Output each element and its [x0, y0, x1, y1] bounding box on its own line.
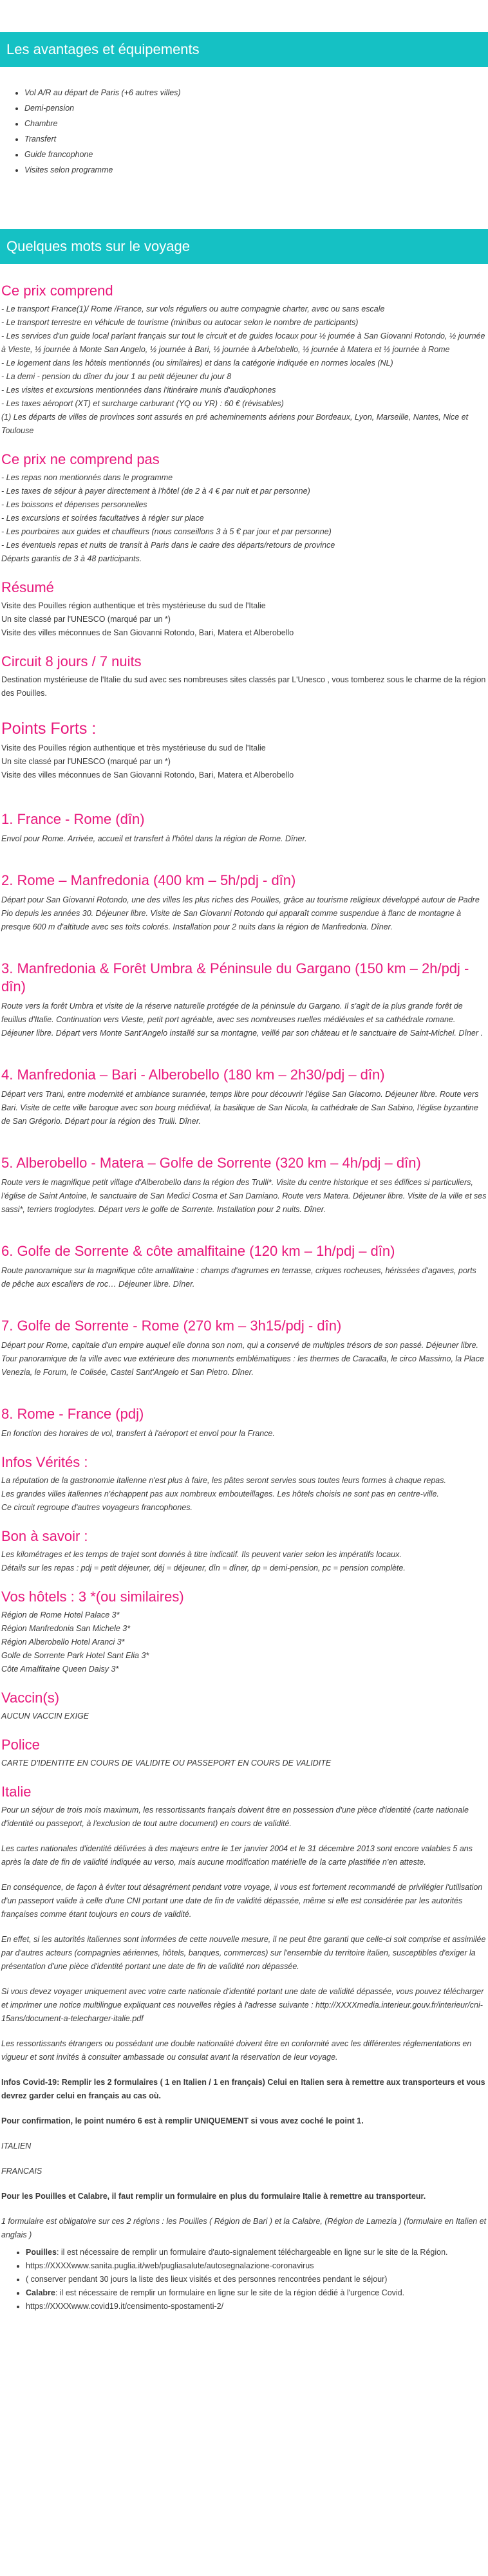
vaccine-title: Vaccin(s)	[1, 1690, 60, 1706]
infos-title: Infos Vérités :	[1, 1454, 88, 1470]
italy-title: Italie	[1, 1784, 32, 1800]
day-text: Route vers le magnifique petit village d'Alberobello dans la région des Trulli*. Visite du centre historique et ses édifices si particuliers, l'église de Saint Antoine, le sanctuaire de San Medici Cosma et San Damiano. Route vers Matera. Déjeuner libre. Visite de la ville et ses sassi*, terriers troglodytes. Départ vers le golfe de Sorrente. Installation pour 2 nuits. Dîner.	[1, 1178, 487, 1214]
strong-points-list	[1, 742, 487, 782]
form-link-french[interactable]: FRANCAIS	[1, 2167, 42, 2176]
day-title: 4. Manfredonia – Bari - Alberobello (180 km – 2h30/pdj – dîn)	[1, 1067, 385, 1083]
strong-points-title: Points Forts :	[1, 720, 97, 738]
day-text: Envol pour Rome. Arrivée, accueil et transfert à l'hôtel dans la région de Rome. Dîner.	[1, 834, 307, 843]
excludes-line: - Les taxes de séjour à payer directement à l'hôtel (de 2 à 4 € par nuit et par personne)	[1, 487, 310, 496]
circuit-title: Circuit 8 jours / 7 nuits	[1, 653, 142, 669]
day-title: 1. France - Rome (dîn)	[1, 811, 145, 827]
italy-paragraph: Pour un séjour de trois mois maximum, les ressortissants français doivent être en possession d'une pièce d'identité (carte nationale d'identité ou passeport, à l'exclusion de tout autre document) en cours de validité.	[1, 1806, 469, 1828]
includes-line: - Les taxes aéroport (XT) et surcharge carburant (YQ ou YR) : 60 € (révisables)	[1, 399, 284, 408]
hotels-title: Vos hôtels : 3 *(ou similaires)	[1, 1589, 184, 1605]
circuit-text: Destination mystérieuse de l'Italie du sud avec ses nombreuses sites classés par L'Unesco , vous tomberez sous le charme de la région des Pouilles.	[1, 675, 486, 698]
excludes-line: - Les boissons et dépenses personnelles	[1, 500, 147, 509]
summary-line: Visite des Pouilles région authentique et très mystérieuse du sud de l'Italie	[1, 601, 266, 610]
italy-paragraph: En effet, si les autorités italiennes sont informées de cette nouvelle mesure, il ne peut être garanti que celle-ci soit comprise et assimilée par d'autres acteurs (compagnies aériennes, hôtels, banques, commerces) sur l'ensemble du territoire italien, susceptibles d'exiger la présentation d'une pièce d'identité portant une date de fin de validité non dépassée.	[1, 1935, 486, 1971]
regions-form-text: 1 formulaire est obligatoire sur ces 2 régions : les Pouilles ( Région de Bari ) et la Calabre, (Région de Lamezia ) (formulaire en Italien et anglais )	[1, 2217, 487, 2239]
good-to-know-list	[1, 1548, 487, 1575]
advantage-item: • Demi-pension	[24, 100, 488, 116]
advantage-item: • Vol A/R au départ de Paris (+6 autres villes)	[24, 85, 488, 100]
includes-line: - Le transport France(1)/ Rome /France, sur vols réguliers ou autre compagnie charter, avec ou sans escale	[1, 304, 385, 313]
region-text: ( conserver pendant 30 jours la liste des lieux visités et des personnes rencontrées pendant le séjour)	[26, 2275, 388, 2284]
words-banner: Quelques mots sur le voyage	[0, 229, 488, 264]
hotel-line: Côte Amalfitaine Queen Daisy 3*	[1, 1665, 119, 1674]
advantage-item: • Visites selon programme	[24, 162, 488, 178]
summary-line: Un site classé par l'UNESCO (marqué par un *)	[1, 615, 171, 624]
region-item	[26, 2273, 487, 2286]
good-line: Détails sur les repas : pdj = petit déjeuner, déj = déjeuner, dîn = dîner, dp = demi-pension, pc = pension complète.	[1, 1563, 406, 1573]
day-title: 8. Rome - France (pdj)	[1, 1406, 144, 1422]
infos-line: Les grandes villes italiennes n'échappent pas aux nombreux embouteillages. Les hôtels choisis ne sont pas en centre-ville.	[1, 1489, 439, 1498]
day-text: Départ pour San Giovanni Rotondo, une des villes les plus riches des Pouilles, grâce au tourisme religieux développé autour de Padre Pio depuis les années 30. Déjeuner libre. Visite de San Giovanni Rotondo qui apparaît comme suspendue à flanc de montagne à presque 600 m d'altitude avec ses toits colorés. Installation pour 2 nuits dans la région de Manfredonia. Dîner.	[1, 895, 480, 931]
region-item	[26, 2246, 487, 2259]
day-text: Route panoramique sur la magnifique côte amalfitaine : champs d'agrumes en terrasse, criques rocheuses, hérissées d'agaves, ports de pêche aux escaliers de roc… Déjeuner libre. Dîner.	[1, 1266, 476, 1289]
hotel-line: Région de Rome Hotel Palace 3*	[1, 1610, 120, 1619]
region-item[interactable]	[26, 2300, 487, 2313]
region-item	[26, 2286, 487, 2300]
excludes-line: - Les repas non mentionnés dans le programme	[1, 473, 173, 482]
hotel-line: Région Alberobello Hotel Aranci 3*	[1, 1638, 125, 1647]
police-body	[1, 1757, 487, 1770]
includes-line: - La demi - pension du dîner du jour 1 au petit déjeuner du jour 8	[1, 372, 232, 381]
good-to-know-title: Bon à savoir :	[1, 1528, 88, 1544]
summary-line: Visite des villes méconnues de San Giovanni Rotondo, Bari, Matera et Alberobello	[1, 628, 294, 637]
trip-content	[0, 282, 488, 2313]
region-text: : il est nécessaire de remplir un formulaire d'auto-signalement téléchargeable en ligne sur le site de la Région.	[56, 2248, 448, 2257]
day-text: Départ pour Rome, capitale d'un empire auquel elle donna son nom, qui a conservé de multiples trésors de son passé. Déjeuner libre. Tour panoramique de la ville avec vue extérieure des monuments emblématiques : les thermes de Caracalla, le circo Massimo, la Place Venezia, le Forum, le Colisée, Castel Sant'Angelo et San Pietro. Dîner.	[1, 1341, 484, 1377]
includes-line: (1) Les départs de villes de provinces sont assurés en pré acheminements aériens pour Bordeaux, Lyon, Marseille, Nantes, Nice et Toulouse	[1, 413, 469, 435]
infos-line: Ce circuit regroupe d'autres voyageurs francophones.	[1, 1503, 192, 1512]
day-title: 7. Golfe de Sorrente - Rome (270 km – 3h15/pdj - dîn)	[1, 1318, 342, 1334]
excludes-list	[1, 471, 487, 566]
day-title: 5. Alberobello - Matera – Golfe de Sorrente (320 km – 4h/pdj – dîn)	[1, 1155, 421, 1171]
includes-title: Ce prix comprend	[1, 283, 113, 299]
day-title: 2. Rome – Manfredonia (400 km – 5h/pdj - dîn)	[1, 872, 296, 888]
vaccine-text: AUCUN VACCIN EXIGE	[1, 1712, 89, 1721]
excludes-line: Départs garantis de 3 à 48 participants.	[1, 554, 142, 563]
regions-list	[1, 2246, 487, 2313]
vaccine-body	[1, 1710, 487, 1723]
excludes-line: - Les éventuels repas et nuits de transit à Paris dans le cadre des départs/retours de province	[1, 541, 335, 550]
advantage-item: • Transfert	[24, 131, 488, 147]
excludes-line: - Les excursions et soirées facultatives à régler sur place	[1, 514, 204, 523]
advantages-banner: Les avantages et équipements	[0, 32, 488, 67]
region-link[interactable]: https://XXXXwww.covid19.it/censimento-spostamenti-2/	[26, 2302, 224, 2311]
includes-line: - Le logement dans les hôtels mentionnés (ou similaires) et dans la catégorie indiquée en normes locales (NL)	[1, 359, 393, 368]
includes-line: - Les visites et excursions mentionnées dans l'itinéraire munis d'audiophones	[1, 386, 276, 395]
region-link[interactable]: https://XXXXwww.sanita.puglia.it/web/pugliasalute/autosegnalazione-coronavirus	[26, 2261, 314, 2270]
regions-notice: Pour les Pouilles et Calabre, il faut remplir un formulaire en plus du formulaire Italie à remettre au transporteur.	[1, 2192, 426, 2201]
advantage-item: • Chambre	[24, 116, 488, 131]
day-title: 6. Golfe de Sorrente & côte amalfitaine (120 km – 1h/pdj – dîn)	[1, 1243, 395, 1259]
day-title: 3. Manfredonia & Forêt Umbra & Péninsule du Gargano (150 km – 2h/pdj - dîn)	[1, 960, 469, 994]
region-name: Pouilles	[26, 2248, 57, 2257]
good-line: Les kilométrages et les temps de trajet sont donnés à titre indicatif. Ils peuvent varier selon les impératifs locaux.	[1, 1550, 402, 1559]
circuit-body	[1, 673, 487, 700]
advantages-list	[0, 85, 488, 178]
infos-line: La réputation de la gastronomie italienne n'est plus à faire, les pâtes seront servies sous toutes leurs formes à chaque repas.	[1, 1476, 446, 1485]
includes-line: - Les services d'un guide local parlant français sur tout le circuit et de guides locaux pour ½ journée à San Giovanni Rotondo, ½ journée à Vieste, ½ journée à Monte San Angelo, ½ journée à Bari, ½ journée à Arbelobello, ½ journée à Matera et ½ journée à Rome	[1, 331, 485, 354]
summary-title: Résumé	[1, 579, 54, 595]
hotel-line: Golfe de Sorrente Park Hotel Sant Elia 3*	[1, 1651, 149, 1660]
day-text: Départ vers Trani, entre modernité et ambiance surannée, temps libre pour découvrir l'église San Giacomo. Déjeuner libre. Route vers Bari. Visite de cette ville baroque avec son bourg médiéval, la basilique de San Nicola, la cathédrale de San Sabino, l'église byzantine de San Grégorio. Départ pour la région des Trulli. Dîner.	[1, 1090, 479, 1126]
form-link-italian[interactable]: ITALIEN	[1, 2142, 32, 2151]
day-text: En fonction des horaires de vol, transfert à l'aéroport et envol pour la France.	[1, 1429, 275, 1438]
advantage-item: • Guide francophone	[24, 147, 488, 162]
strong-point-line: Visite des Pouilles région authentique et très mystérieuse du sud de l'Italie	[1, 743, 266, 752]
italy-paragraph: En conséquence, de façon à éviter tout désagrément pendant votre voyage, il vous est fortement recommandé de privilégier l'utilisation d'un passeport valide à celle d'une CNI portant une date de fin de validité dépassée, même si elle est considérée par les autorités françaises comme étant toujours en cours de validité.	[1, 1883, 483, 1919]
summary-list	[1, 599, 487, 640]
region-item[interactable]	[26, 2259, 487, 2273]
day-text: Route vers la forêt Umbra et visite de la réserve naturelle protégée de la péninsule du Gargano. Il s'agit de la plus grande forêt de feuillus d'Italie. Continuation vers Vieste, petit port agréable, avec ses nombreuses ruelles médiévales et sa cathédrale romane. Déjeuner libre. Départ vers Monte Sant'Angelo installé sur sa montagne, veillé par son château et le sanctuaire de Saint-Michel. Dîner .	[1, 1002, 483, 1038]
includes-line: - Le transport terrestre en véhicule de tourisme (minibus ou autocar selon le nombre de participants)	[1, 318, 359, 327]
infos-list	[1, 1474, 487, 1515]
region-name: Calabre	[26, 2288, 55, 2297]
italy-body	[1, 1804, 487, 2313]
covid-confirmation: Pour confirmation, le point numéro 6 est à remplir UNIQUEMENT si vous avez coché le point 1.	[1, 2116, 364, 2125]
covid-info: Infos Covid-19: Remplir les 2 formulaires ( 1 en Italien / 1 en français) Celui en Italien sera à remettre aux transporteurs et vous devrez garder celui en français au cas où.	[1, 2078, 485, 2100]
police-text: CARTE D'IDENTITE EN COURS DE VALIDITE OU PASSEPORT EN COURS DE VALIDITE	[1, 1759, 332, 1768]
region-text: : il est nécessaire de remplir un formulaire en ligne sur le site de la région dédié à l'urgence Covid.	[55, 2288, 405, 2297]
strong-point-line: Visite des villes méconnues de San Giovanni Rotondo, Bari, Matera et Alberobello	[1, 770, 294, 779]
itinerary	[1, 810, 487, 1441]
excludes-line: - Les pourboires aux guides et chauffeurs (nous conseillons 3 à 5 € par jour et par personne)	[1, 527, 332, 536]
italy-paragraph: Si vous devez voyager uniquement avec votre carte nationale d'identité portant une date de validité dépassée, vous pouvez télécharger et imprimer une notice multilingue expliquant ces nouvelles règles à l'adresse suivante : http://XXXXmedia.interieur.gouv.fr/interieur/cni-15ans/document-a-telecharger-italie.pdf	[1, 1987, 484, 2023]
hotels-list	[1, 1609, 487, 1676]
police-title: Police	[1, 1737, 40, 1753]
italy-paragraph: Les cartes nationales d'identité délivrées à des majeurs entre le 1er janvier 2004 et le 31 décembre 2013 sont encore valables 5 ans après la date de fin de validité indiquée au verso, mais aucune modification matérielle de la carte plastifiée n'en atteste.	[1, 1844, 473, 1867]
includes-list	[1, 303, 487, 438]
italy-paragraph: Les ressortissants étrangers ou possédant une double nationalité doivent être en conformité avec les différentes réglementations en vigueur et sont invités à consulter ambassade ou consulat avant la réservation de leur voyage.	[1, 2039, 472, 2062]
hotel-line: Région Manfredonia San Michele 3*	[1, 1624, 131, 1633]
excludes-title: Ce prix ne comprend pas	[1, 451, 160, 467]
strong-point-line: Un site classé par l'UNESCO (marqué par un *)	[1, 757, 171, 766]
